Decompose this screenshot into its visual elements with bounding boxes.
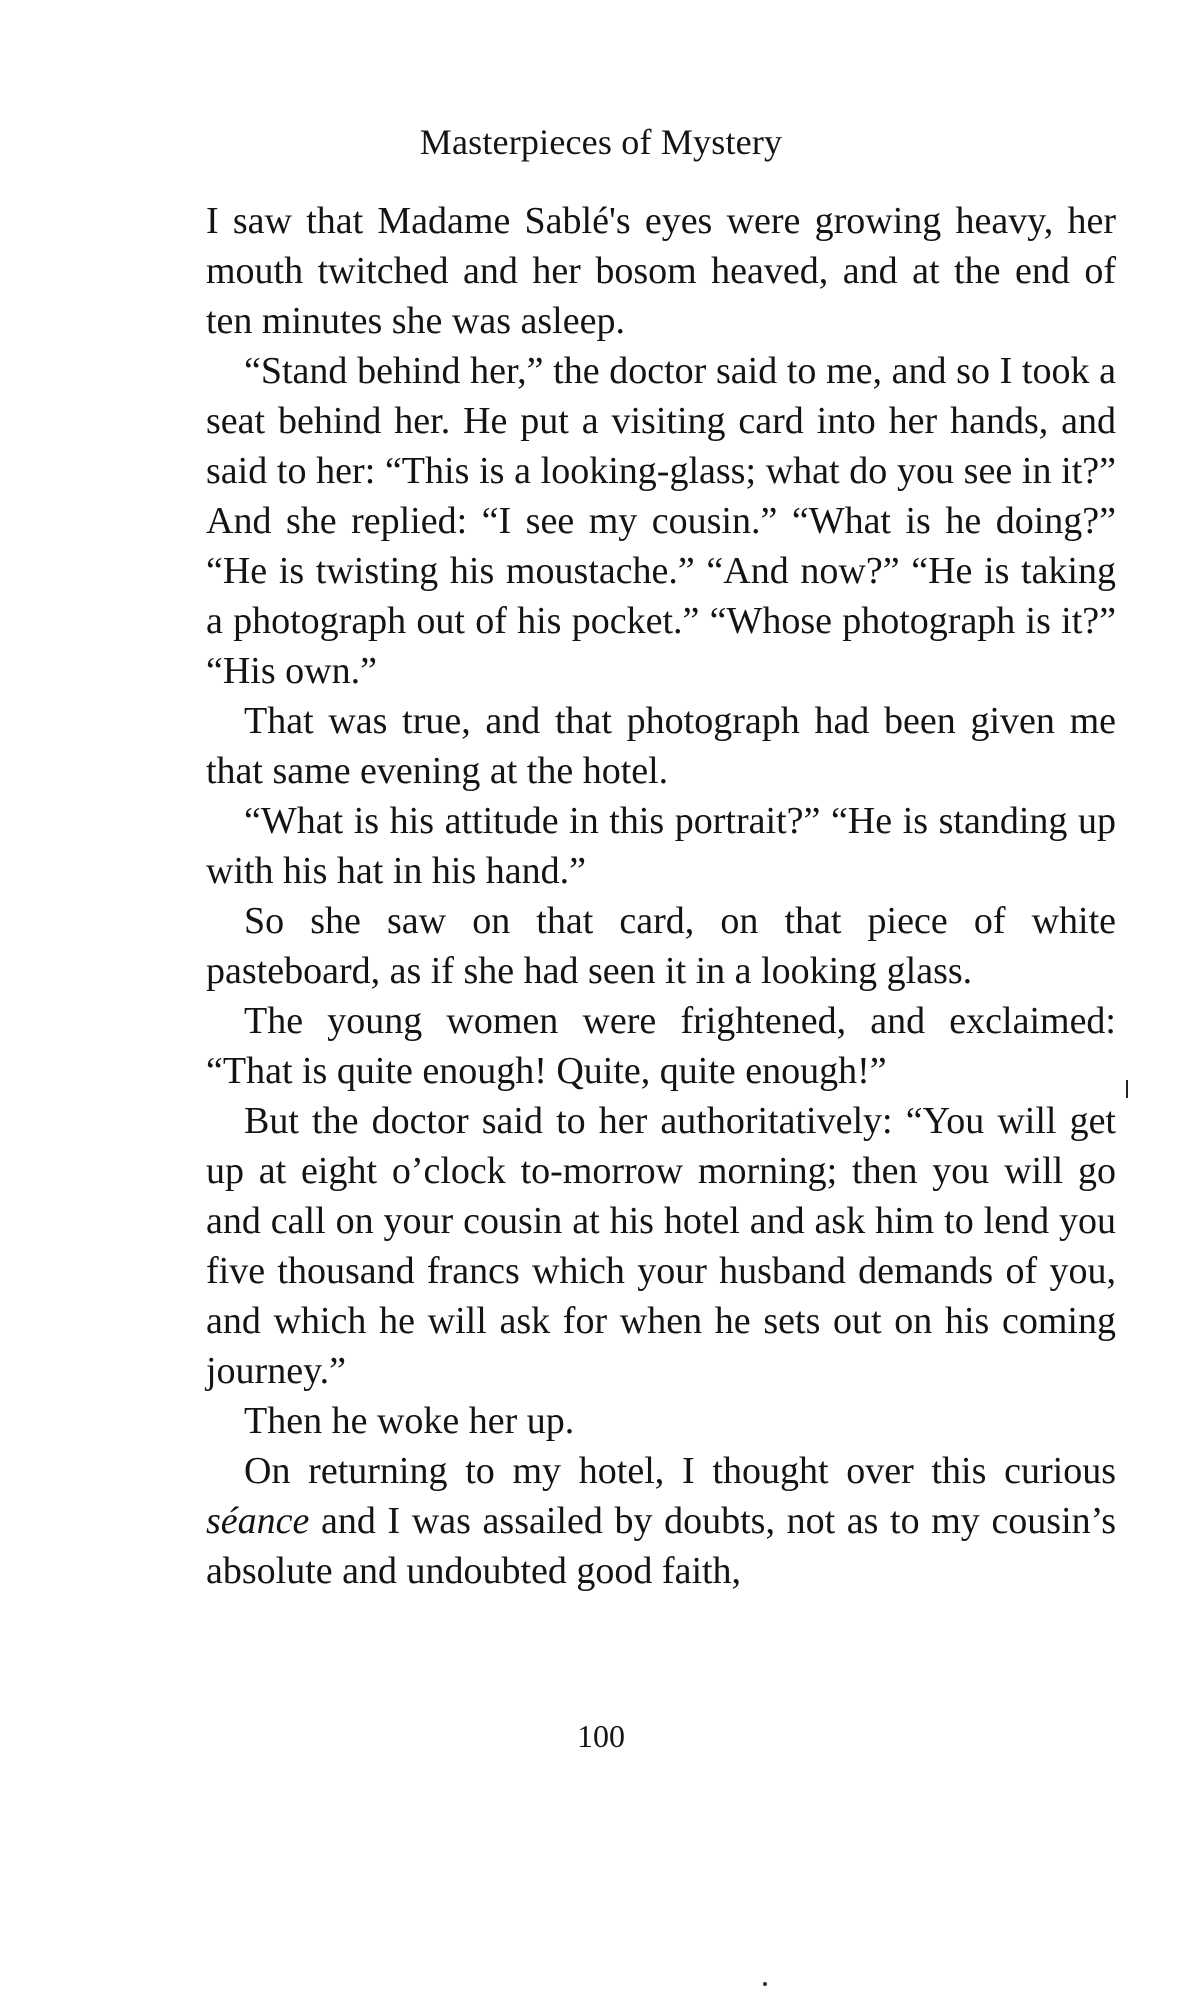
paragraph-8: Then he woke her up. [244, 1400, 575, 1442]
paragraph-1: I saw that Madame Sablé's eyes were growing heavy, her mouth twitched and her bosom heaved, and at the end of ten minutes she was asleep. [206, 200, 1116, 342]
paragraph-9 [206, 1446, 1116, 1596]
running-title: Masterpieces of Mystery [419, 122, 783, 162]
paragraph-6: The young women were frightened, and exclaimed: “That is quite enough! Quite, quite enough!” [206, 1000, 1116, 1092]
paragraph-3: That was true, and that photograph had been given me that same evening at the hotel. [206, 700, 1116, 792]
paragraph-7: But the doctor said to her authoritatively: “You will get up at eight o’clock to-morrow morning; then you will go and call on your cousin at his hotel and ask him to lend you five thousand francs which your husband demands of you, and which he will ask for when he sets out on his coming journey.” [206, 1100, 1116, 1392]
paragraph-5: So she saw on that card, on that piece of white pasteboard, as if she had seen it in a looking glass. [206, 900, 1116, 992]
italic-term-seance: séance [206, 1500, 310, 1542]
page-number: 100 [577, 1718, 625, 1754]
paragraph-2: “Stand behind her,” the doctor said to me, and so I took a seat behind her. He put a visiting card into her hands, and said to her: “This is a looking-glass; what do you see in it?” And she replied: “I see my cousin.” “What is he doing?” “He is twisting his moustache.” “And now?” “He is taking a photograph out of his pocket.” “Whose photograph is it?” “His own.” [206, 350, 1116, 692]
paragraph-9-text-start: On returning to my hotel, I thought over this curious [244, 1450, 1116, 1492]
margin-mark [1126, 1080, 1128, 1098]
print-speck [763, 1982, 767, 1986]
paragraph-4: “What is his attitude in this portrait?” “He is standing up with his hat in his hand.” [206, 800, 1116, 892]
body-text [206, 196, 1116, 1596]
paragraph-9-text-end: and I was assailed by doubts, not as to my cousin’s absolute and undoubted good faith, [206, 1500, 1116, 1592]
